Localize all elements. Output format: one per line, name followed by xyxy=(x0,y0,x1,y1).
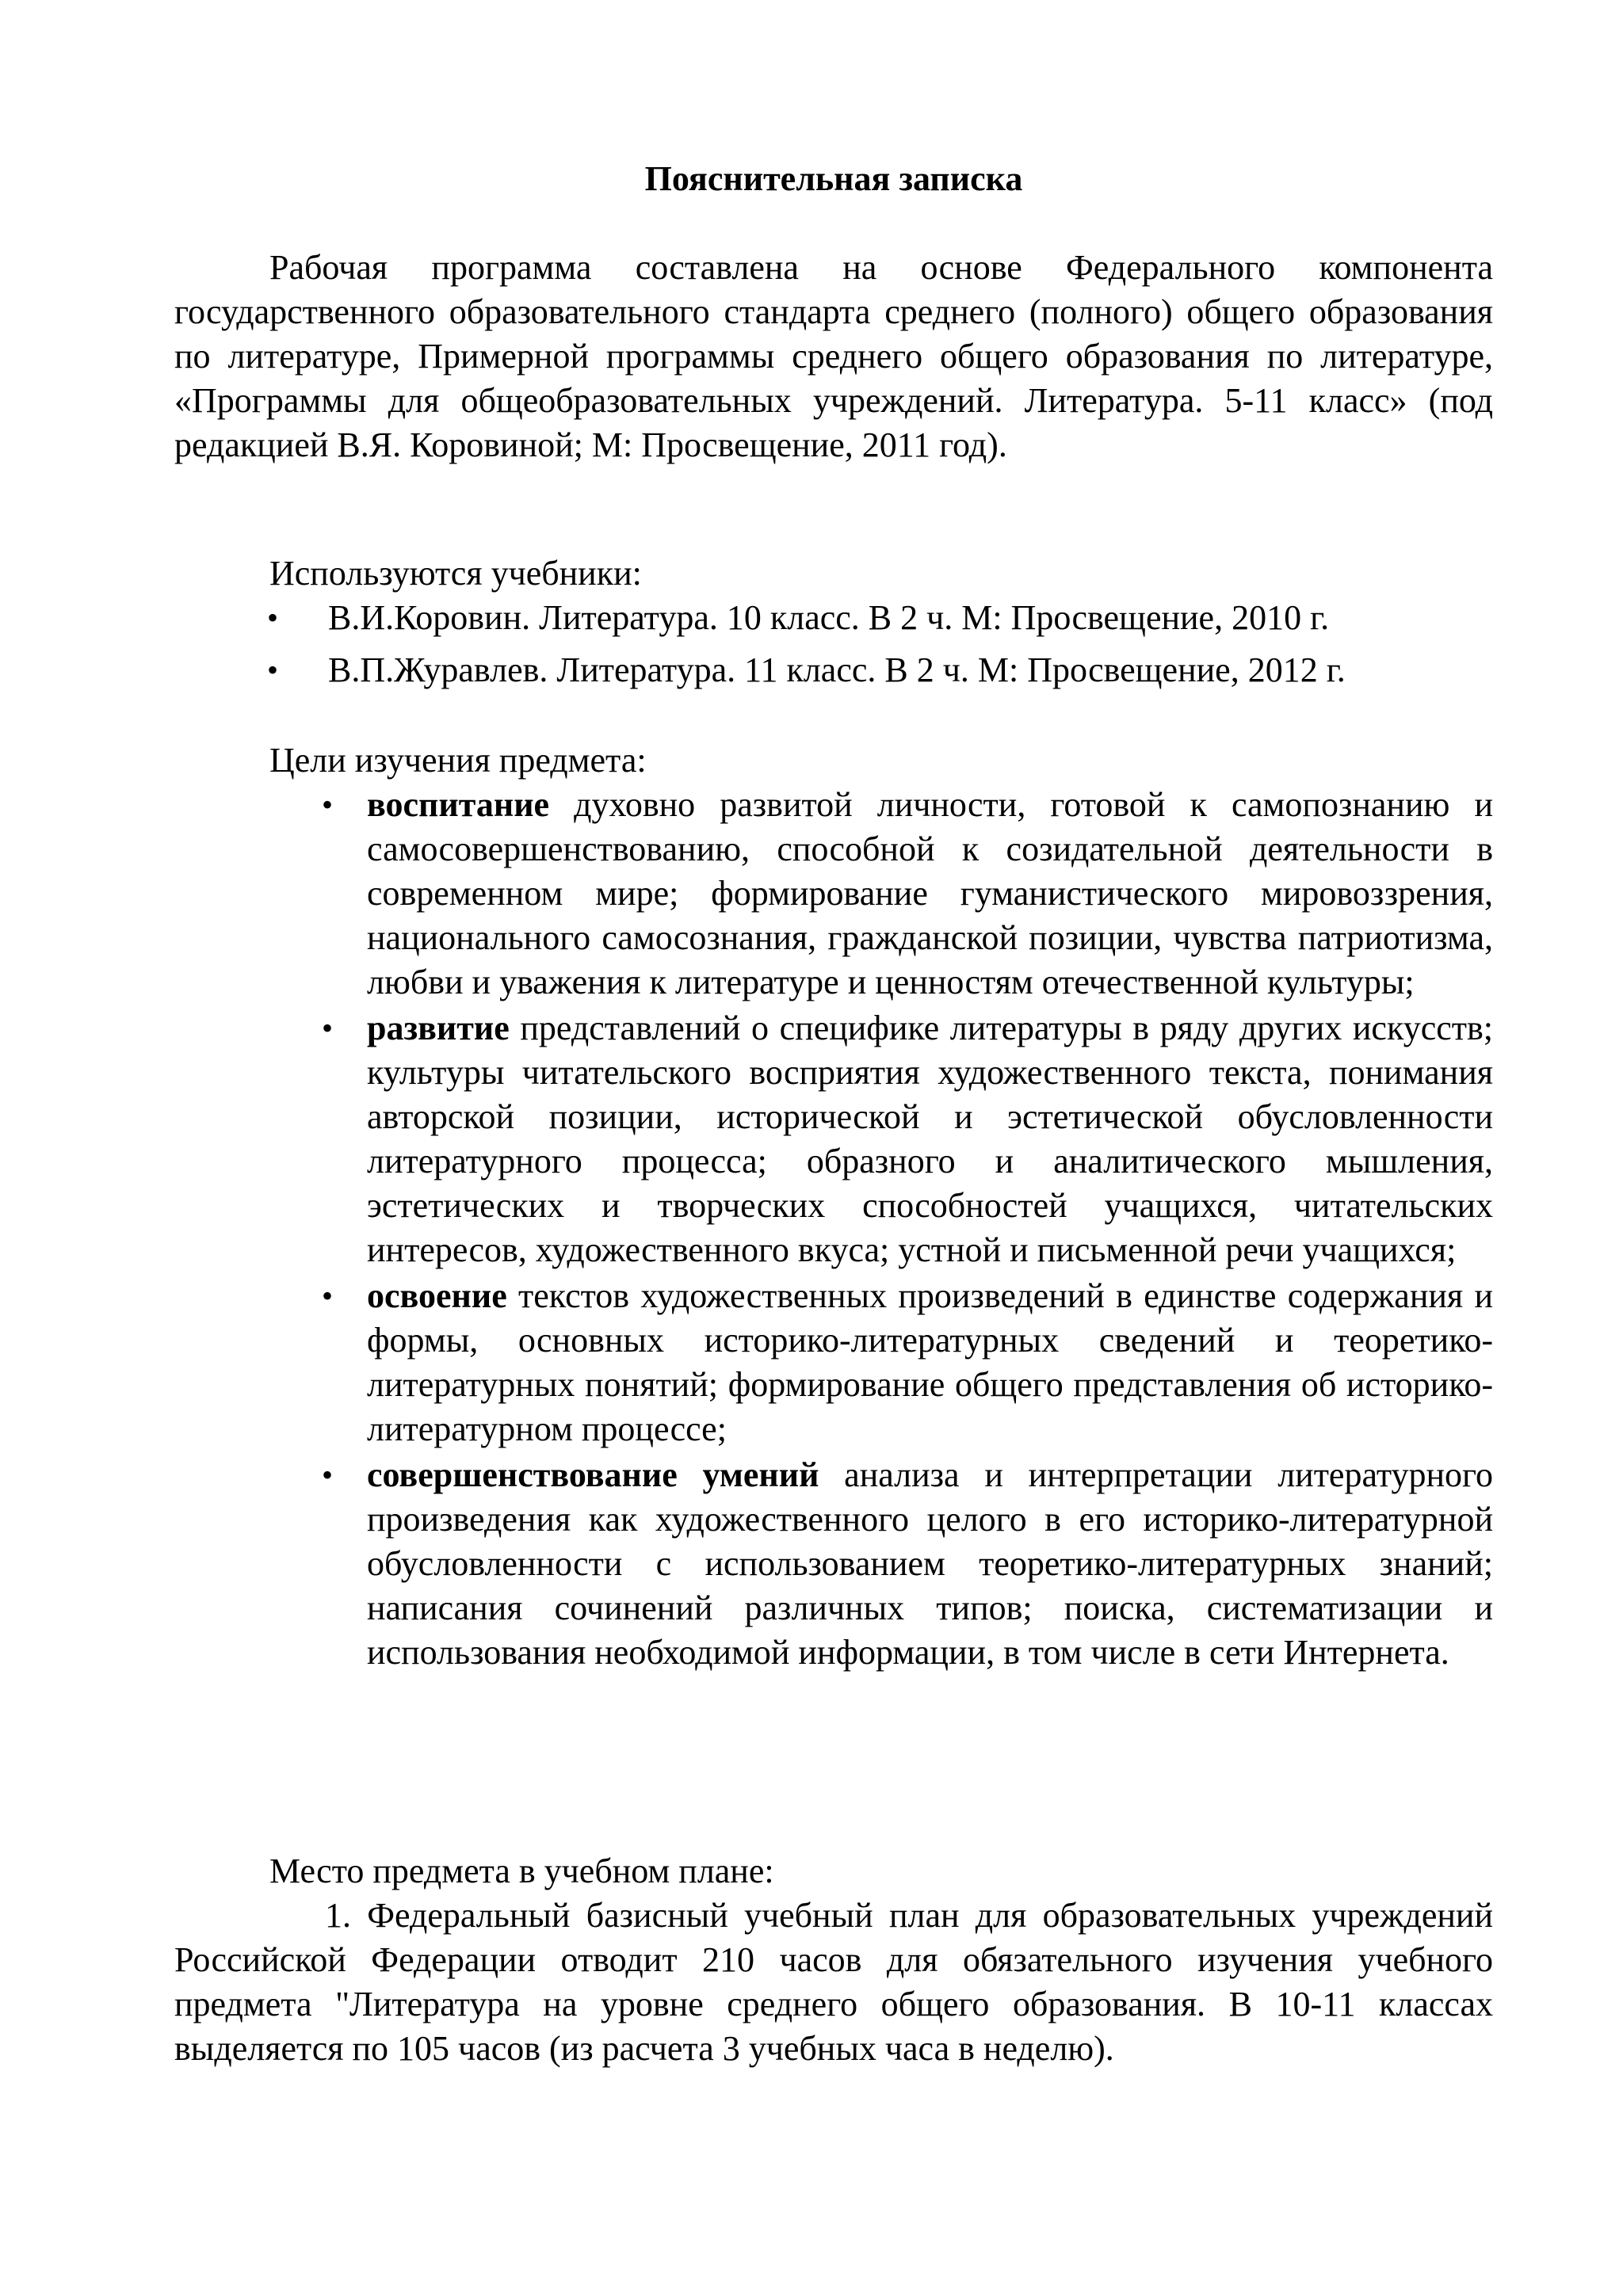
bullet-icon: • xyxy=(322,1457,334,1493)
list-item xyxy=(174,1006,1493,1272)
goal-term: развитие xyxy=(367,1009,510,1047)
intro-paragraph: Рабочая программа составлена на основе Федерального компонента государственного образовательного стандарта среднего (полного) общего образования по литературе, Примерной программы среднего общего образования по литературе, «Программы для общеобразовательных учреждений. Литература. 5-11 класс» (под редакцией В.Я. Коровиной; М: Просвещение, 2011 год). xyxy=(174,248,1493,464)
goal-term: совершенствование умений xyxy=(367,1455,819,1494)
place-paragraph xyxy=(174,1894,1493,2071)
bullet-icon: • xyxy=(267,652,279,688)
place-number: 1. xyxy=(325,1896,351,1935)
textbook-item-text: В.П.Журавлев. Литература. 11 класс. В 2 ч. М: Просвещение, 2012 г. xyxy=(328,650,1346,689)
bullet-icon: • xyxy=(322,787,334,822)
goals-list xyxy=(174,783,1493,1676)
goal-text: анализа и интерпретации литературного произведения как художественного целого в его историко-литературной обусловленности с использованием теоретико-литературных знаний; написания сочинений различных типов; поиска, систематизации и использования необходимой информации, в том числе в сети Интернета. xyxy=(367,1455,1493,1672)
goals-label: Цели изучения предмета: xyxy=(269,741,647,780)
list-item xyxy=(174,1453,1493,1675)
textbooks-label: Используются учебники: xyxy=(269,554,642,593)
goal-text: представлений о специфике литературы в ряду других искусств; культуры читательского восприятия художественного текста, понимания авторской позиции, исторической и эстетической обусловленности литературного процесса; образного и аналитического мышления, эстетических и творческих способностей учащихся, читательских интересов, художественного вкуса; устной и письменной речи учащихся; xyxy=(367,1009,1493,1269)
list-item xyxy=(174,648,1493,692)
place-label: Место предмета в учебном плане: xyxy=(269,1852,774,1890)
goal-text: духовно развитой личности, готовой к самопознанию и самосовершенствованию, способной к созидательной деятельности в современном мире; формирование гуманистического мировоззрения, национального самосознания, гражданской позиции, чувства патриотизма, любви и уважения к литературе и ценностям отечественной культуры; xyxy=(367,785,1493,1001)
list-item xyxy=(174,1274,1493,1451)
textbooks-list xyxy=(174,596,1493,700)
place-text: Федеральный базисный учебный план для образовательных учреждений Российской Федерации отводит 210 часов для обязательного изучения учебного предмета "Литература на уровне среднего общего образования. В 10-11 классах выделяется по 105 часов (из расчета 3 учебных часа в неделю). xyxy=(174,1896,1493,2068)
document-page xyxy=(174,0,1493,2296)
bullet-icon: • xyxy=(322,1278,334,1314)
goal-text: текстов художественных произведений в единстве содержания и формы, основных историко-литературных сведений и теоретико-литературных понятий; формирование общего представления об историко-литературном процессе; xyxy=(367,1276,1493,1448)
goal-term: освоение xyxy=(367,1276,507,1315)
bullet-icon: • xyxy=(267,600,279,635)
goal-term: воспитание xyxy=(367,785,550,824)
list-item xyxy=(174,596,1493,640)
page-title: Пояснительная записка xyxy=(644,159,1023,198)
textbook-item-text: В.И.Коровин. Литература. 10 класс. В 2 ч. М: Просвещение, 2010 г. xyxy=(328,598,1330,637)
list-item xyxy=(174,783,1493,1005)
bullet-icon: • xyxy=(322,1010,334,1046)
